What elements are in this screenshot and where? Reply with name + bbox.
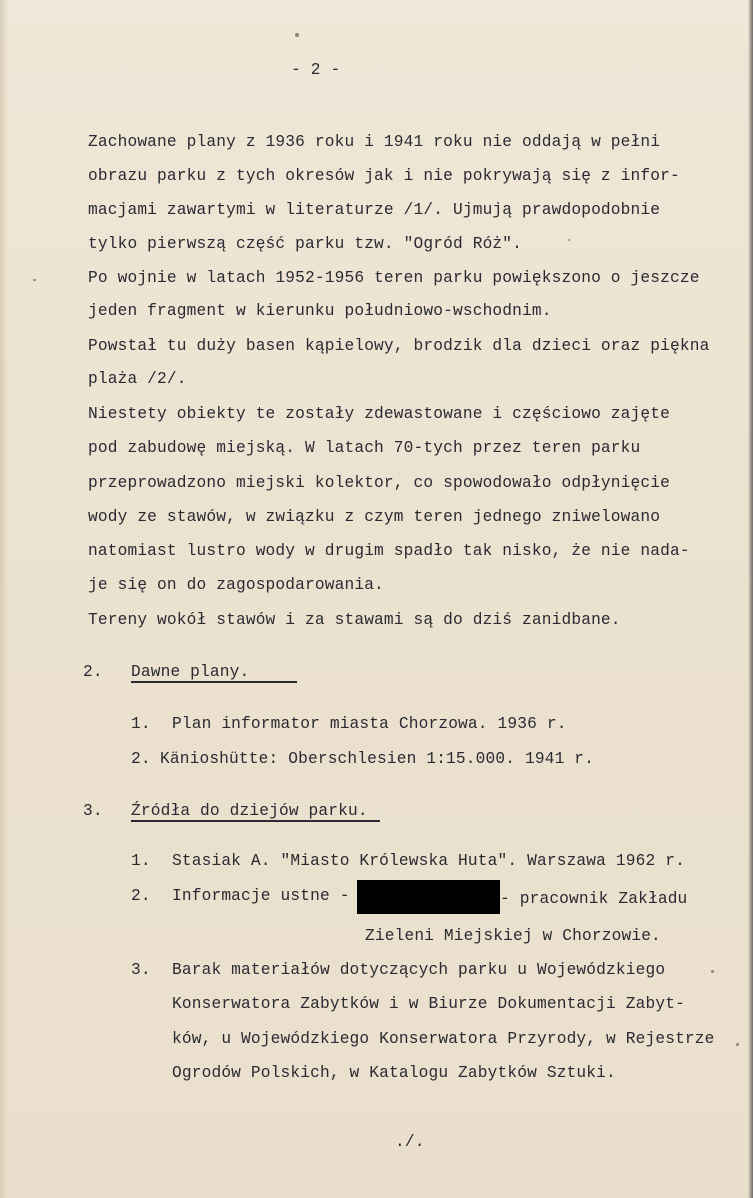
section-2-item-number: 1.	[131, 715, 151, 733]
section-3-item-text: Stasiak A. "Miasto Królewska Huta". Warszawa 1962 r.	[172, 852, 685, 870]
paragraph-line: Zachowane plany z 1936 roku i 1941 roku nie oddają w pełni	[88, 133, 661, 151]
paper-speck	[33, 279, 36, 281]
paragraph-line: Niestety obiekty te zostały zdewastowane i częściowo zajęte	[88, 405, 670, 423]
section-3-item-text: Konserwatora Zabytków i w Biurze Dokumentacji Zabyt-	[172, 995, 685, 1013]
paragraph-line: obrazu parku z tych okresów jak i nie pokrywają się z infor-	[88, 167, 680, 185]
section-2-number: 2.	[83, 663, 103, 681]
section-3-item-text: - pracownik Zakładu	[500, 890, 688, 908]
redaction-box	[357, 880, 500, 914]
section-3-item-text: ków, u Wojewódzkiego Konserwatora Przyrody, w Rejestrze	[172, 1030, 715, 1048]
paper-speck	[295, 33, 299, 37]
section-2-item-text: Plan informator miasta Chorzowa. 1936 r.	[172, 715, 567, 733]
section-2-item-text: Känioshütte: Oberschlesien 1:15.000. 1941 r.	[160, 750, 595, 768]
section-3-item-number: 1.	[131, 852, 151, 870]
section-2-item-number: 2.	[131, 750, 151, 768]
paper-speck	[736, 1043, 739, 1046]
section-2-underline	[131, 681, 297, 683]
section-3-item-number: 2.	[131, 887, 151, 905]
section-2-title: Dawne plany.	[131, 663, 250, 681]
section-3-title: Źródła do dziejów parku.	[131, 802, 368, 820]
paragraph-line: natomiast lustro wody w drugim spadło tak nisko, że nie nada-	[88, 542, 690, 560]
section-3-item-text: Barak materiałów dotyczących parku u Wojewódzkiego	[172, 961, 666, 979]
paper-speck	[568, 239, 570, 241]
paragraph-line: plaża /2/.	[88, 370, 187, 388]
section-3-item-text: Ogrodów Polskich, w Katalogu Zabytków Sztuki.	[172, 1064, 616, 1082]
paragraph-line: Powstał tu duży basen kąpielowy, brodzik dla dzieci oraz piękna	[88, 337, 710, 355]
paragraph-line: przeprowadzono miejski kolektor, co spowodowało odpłynięcie	[88, 474, 670, 492]
paper-speck	[711, 970, 714, 973]
paper-edge-right	[748, 0, 753, 1198]
section-3-item-text: Zieleni Miejskiej w Chorzowie.	[365, 927, 661, 945]
section-3-underline	[131, 820, 380, 822]
section-3-item-text: Informacje ustne -	[172, 887, 350, 905]
section-3-item-number: 3.	[131, 961, 151, 979]
paragraph-line: Tereny wokół stawów i za stawami są do dziś zanidbane.	[88, 611, 621, 629]
page-number: - 2 -	[291, 61, 341, 79]
paper-edge-left	[0, 0, 8, 1198]
section-3-number: 3.	[83, 802, 103, 820]
paragraph-line: Po wojnie w latach 1952-1956 teren parku powiększono o jeszcze	[88, 269, 700, 287]
paragraph-line: je się on do zagospodarowania.	[88, 576, 384, 594]
paragraph-line: wody ze stawów, w związku z czym teren jednego zniwelowano	[88, 508, 661, 526]
paragraph-line: jeden fragment w kierunku południowo-wschodnim.	[88, 302, 552, 320]
paragraph-line: tylko pierwszą część parku tzw. "Ogród Róż".	[88, 235, 523, 253]
paragraph-line: pod zabudowę miejską. W latach 70-tych przez teren parku	[88, 439, 641, 457]
paragraph-line: macjami zawartymi w literaturze /1/. Ujmują prawdopodobnie	[88, 201, 661, 219]
continuation-mark: ./.	[395, 1133, 425, 1151]
